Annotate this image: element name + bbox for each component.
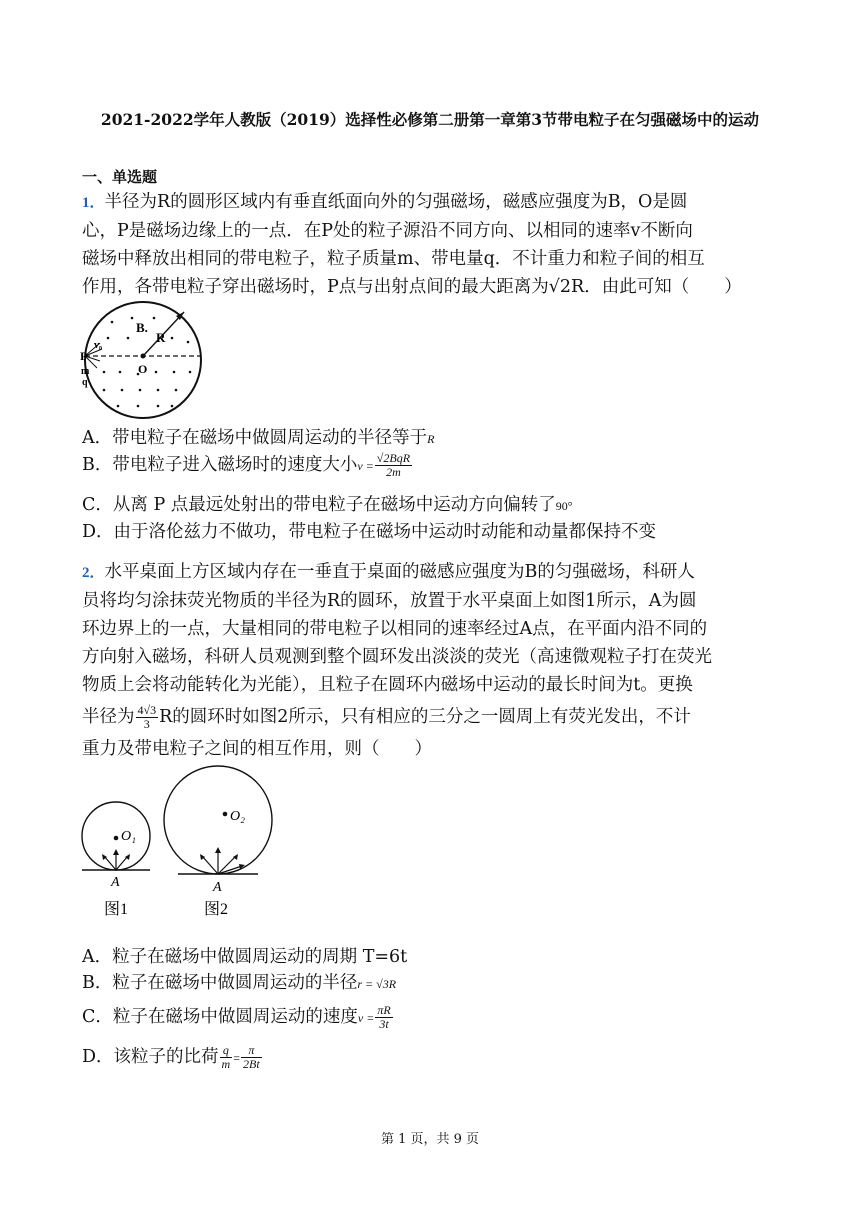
label-m: m: [81, 366, 90, 377]
page-footer: 第 1 页，共 9 页: [380, 1132, 480, 1147]
q2-line-1: 2．水平桌面上方区域内存在一垂直于桌面的磁感应强度为B的匀强磁场，科研人: [82, 562, 695, 582]
q2-option-b[interactable]: B．粒子在磁场中做圆周运动的半径r = √3R: [82, 973, 397, 993]
q1-line-2: 心，P是磁场边缘上的一点．在P处的粒子源沿不同方向、以相同的速率v不断向: [82, 221, 693, 241]
fig2-point-label: A: [213, 880, 222, 895]
label-q: q: [82, 377, 88, 388]
q2-line-6: 半径为 $\frac{4√3}{3}$ R的圆环时如图2所示，只有相应的三分之一圆周上有荧光发出，不计: [82, 703, 691, 731]
q1-option-a[interactable]: A．带电粒子在磁场中做圆周运动的半径等于R: [82, 428, 435, 448]
q1-line-1: 1．半径为R的圆形区域内有垂直纸面向外的匀强磁场，磁感应强度为B，O是圆: [82, 192, 688, 212]
section-heading: 一、单选题: [82, 168, 158, 186]
q2-line-7: 重力及带电粒子之间的相互作用，则（ ）: [82, 739, 432, 759]
q2-line-5: 物质上会将动能转化为光能），且粒子在圆环内磁场中运动的最长时间为t。更换: [82, 675, 693, 695]
q1-option-b[interactable]: B．带电粒子进入磁场时的速度大小v = $\frac{\text{√2BqR}}{2m}$: [82, 451, 411, 479]
q2-option-a[interactable]: A．粒子在磁场中做圆周运动的周期 T=6t: [82, 947, 408, 967]
q1-option-c[interactable]: C．从离 P 点最远处射出的带电粒子在磁场中运动方向偏转了90°: [82, 495, 573, 515]
q1-option-d[interactable]: D．由于洛伦兹力不做功，带电粒子在磁场中运动时动能和动量都保持不变: [82, 522, 657, 542]
q1-number: 1．: [82, 195, 105, 211]
label-v0: v₀: [94, 340, 102, 351]
fig1-center-label: O₁: [121, 829, 136, 844]
q2-line-3: 环边界上的一点，大量相同的带电粒子以相同的速率经过A点，在平面内沿不同的: [82, 619, 708, 639]
q1-line-4: 作用，各带电粒子穿出磁场时，P点与出射点间的最大距离为√2R．由此可知（ ）: [82, 277, 742, 297]
q2-option-c[interactable]: C．粒子在磁场中做圆周运动的速度v = $\frac{\pi R}{3t}$: [82, 1003, 391, 1031]
q2-option-d[interactable]: D．该粒子的比荷 $\frac{q}{m}$ = $\frac{\pi}{2Bt}$: [82, 1043, 260, 1071]
label-P: P: [80, 349, 88, 363]
fig1-caption: 图1: [104, 901, 129, 918]
label-R: R: [156, 330, 166, 345]
page-title: 2021-2022学年人教版（2019）选择性必修第二册第一章第3节带电粒子在匀强磁场中的运动: [100, 110, 760, 129]
label-B: B.: [136, 320, 148, 335]
q1-magnetic-field-figure: [80, 298, 208, 424]
fig2-caption: 图2: [204, 901, 229, 918]
q2-line-2: 员将均匀涂抹荧光物质的半径为R的圆环，放置于水平桌面上如图1所示，A为圆: [82, 591, 697, 611]
q2-ring-figures: [80, 758, 280, 920]
question-2: [82, 558, 782, 763]
q2-line-4: 方向射入磁场，科研人员观测到整个圆环发出淡淡的荧光（高速微观粒子打在荧光: [82, 647, 712, 667]
q2-number: 2．: [82, 565, 105, 581]
label-O: O: [138, 362, 148, 376]
question-1: [82, 188, 782, 301]
fig2-center-label: O₂: [230, 809, 245, 824]
fig1-point-label: A: [111, 875, 120, 890]
q1-line-3: 磁场中释放出相同的带电粒子，粒子质量m、带电量q．不计重力和粒子间的相互: [82, 249, 705, 269]
